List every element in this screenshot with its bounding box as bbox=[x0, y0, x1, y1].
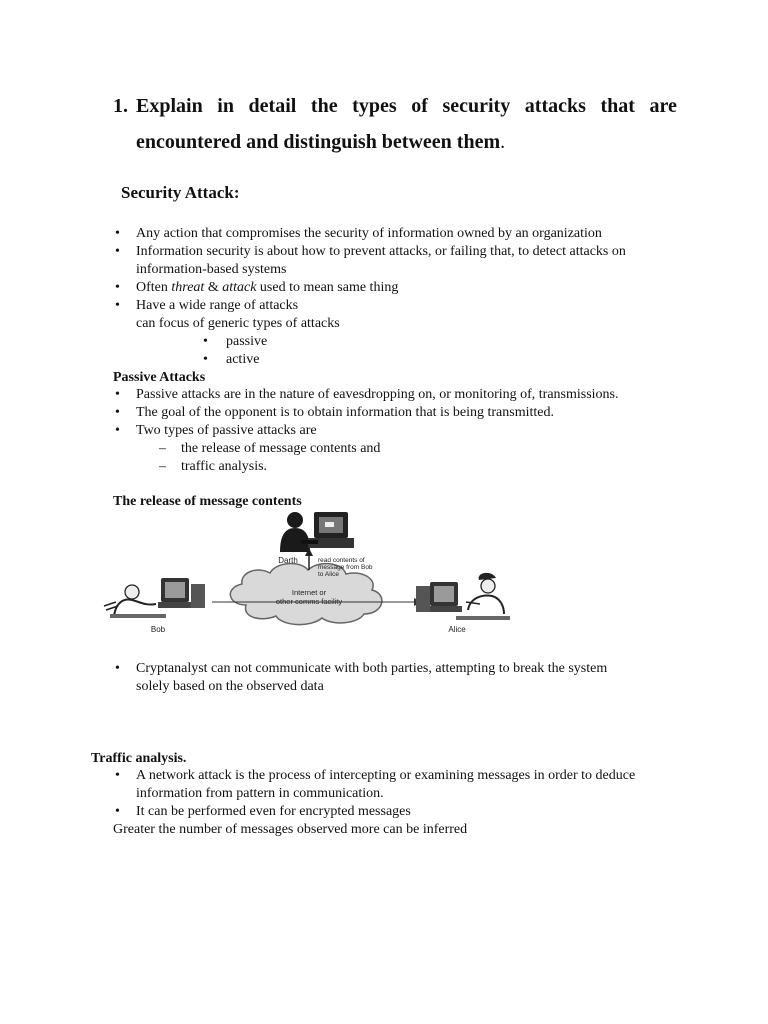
security-item-2: Information security is about how to prevent attacks, or failing that, to detect attacks on bbox=[136, 244, 626, 259]
question-number: 1. bbox=[113, 95, 128, 117]
security-item-1: Any action that compromises the security of information owned by an organization bbox=[136, 226, 602, 241]
darth-label: Darth bbox=[278, 556, 298, 565]
cryptanalyst-line-1: Cryptanalyst can not communicate with both parties, attempting to break the system bbox=[136, 661, 608, 676]
question-word: detail bbox=[248, 95, 297, 117]
often-attack: attack bbox=[222, 280, 257, 295]
darth-note: message from Bob bbox=[318, 564, 373, 571]
traffic-item-1-cont: information from pattern in communication. bbox=[136, 786, 384, 801]
often-threat: threat bbox=[171, 280, 205, 295]
dash: – bbox=[159, 441, 166, 456]
bullet: • bbox=[115, 244, 120, 259]
often-suffix: used to mean same thing bbox=[256, 280, 399, 295]
darth-note: to Alice bbox=[318, 571, 339, 578]
bullet: • bbox=[203, 334, 208, 349]
question-word: the bbox=[310, 95, 338, 117]
passive-attacks-heading: Passive Attacks bbox=[113, 370, 206, 385]
often-amp: & bbox=[204, 280, 223, 295]
security-item-range: Have a wide range of attacks bbox=[136, 298, 299, 313]
question-line-2 bbox=[136, 131, 505, 153]
question-word: of bbox=[411, 95, 428, 117]
bullet: • bbox=[115, 298, 120, 313]
bullet: • bbox=[115, 423, 120, 438]
question-line-1 bbox=[136, 95, 677, 117]
passive-item-2: The goal of the opponent is to obtain information that is being transmitted. bbox=[136, 405, 554, 420]
question-word: that bbox=[600, 95, 635, 117]
question-word: Explain bbox=[136, 95, 203, 117]
bullet: • bbox=[115, 387, 120, 402]
passive-subitem-1: the release of message contents and bbox=[181, 441, 381, 456]
bullet: • bbox=[115, 280, 120, 295]
bullet: • bbox=[115, 661, 120, 676]
passive-item-1: Passive attacks are in the nature of eavesdropping on, or monitoring of, transmissions. bbox=[136, 387, 619, 402]
release-heading: The release of message contents bbox=[113, 494, 302, 509]
cloud-label: other comms facility bbox=[275, 597, 343, 606]
bullet: • bbox=[203, 352, 208, 367]
alice-label: Alice bbox=[448, 625, 466, 634]
bullet: • bbox=[115, 226, 120, 241]
traffic-closing: Greater the number of messages observed more can be inferred bbox=[113, 822, 468, 837]
dash: – bbox=[159, 459, 166, 474]
darth-note: read contents of bbox=[318, 557, 365, 564]
question-line-2-text: encountered and distinguish between them bbox=[136, 131, 501, 153]
passive-item-3: Two types of passive attacks are bbox=[136, 423, 317, 438]
release-diagram bbox=[96, 510, 522, 640]
traffic-item-1: A network attack is the process of intercepting or examining messages in order to deduce bbox=[136, 768, 636, 783]
attack-type-passive: passive bbox=[226, 334, 268, 349]
bullet: • bbox=[115, 804, 120, 819]
security-item-range-sub: can focus of generic types of attacks bbox=[136, 316, 340, 331]
traffic-heading: Traffic analysis. bbox=[91, 751, 187, 766]
often-prefix: Often bbox=[136, 280, 172, 295]
security-item-2-cont: information-based systems bbox=[136, 262, 287, 277]
traffic-item-2: It can be performed even for encrypted messages bbox=[136, 804, 411, 819]
security-item-often bbox=[136, 279, 398, 297]
bob-label: Bob bbox=[150, 625, 166, 634]
passive-subitem-2: traffic analysis. bbox=[181, 459, 268, 474]
question-word: attacks bbox=[524, 95, 586, 117]
question-word: types bbox=[352, 95, 397, 117]
question-period: . bbox=[500, 131, 506, 153]
darth-icon bbox=[280, 512, 354, 552]
cloud-label: Internet or bbox=[291, 588, 327, 597]
security-attack-heading: Security Attack: bbox=[121, 183, 240, 202]
question-word: in bbox=[217, 95, 234, 117]
attack-type-active: active bbox=[226, 352, 260, 367]
cryptanalyst-line-2: solely based on the observed data bbox=[136, 679, 324, 694]
bullet: • bbox=[115, 405, 120, 420]
bullet: • bbox=[115, 768, 120, 783]
question-word: security bbox=[442, 95, 511, 117]
question-word: are bbox=[649, 95, 677, 117]
